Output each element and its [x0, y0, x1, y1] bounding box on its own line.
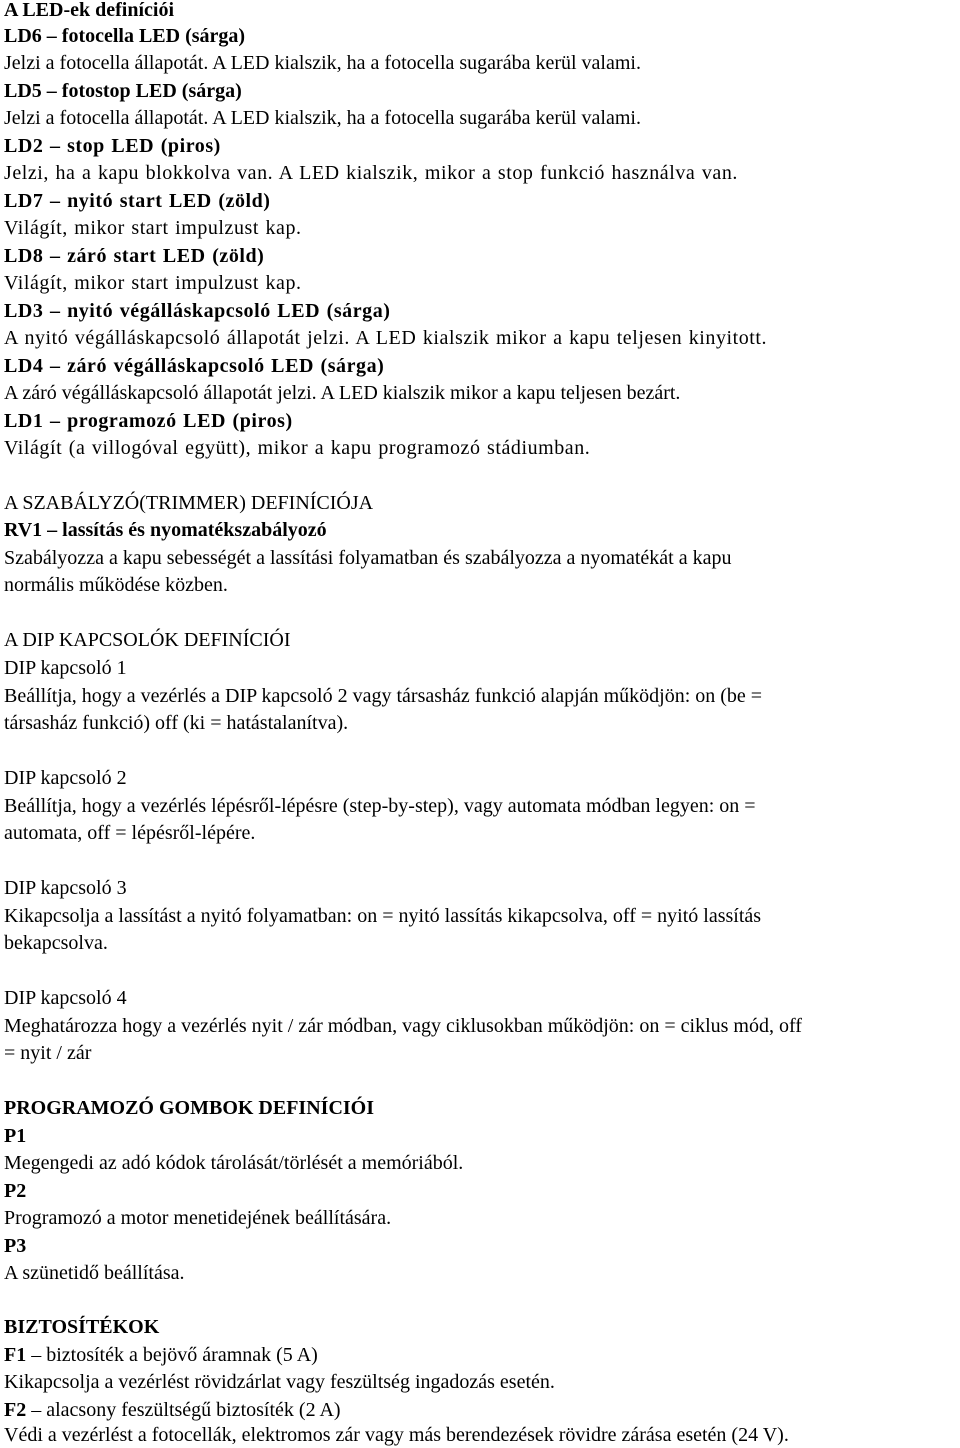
button-heading-p2: P2: [4, 1180, 27, 1202]
trimmer-heading-rv1: RV1 – lassítás és nyomatékszabályozó: [4, 519, 327, 541]
dip-text-4-line-1: Meghatározza hogy a vezérlés nyit / zár módban, vagy ciklusokban működjön: on = ciklus mód, off: [4, 1015, 802, 1037]
fuse-text-f2: Védi a vezérlést a fotocellák, elektromos zár vagy más berendezések rövidre zárása esetén (24 V).: [4, 1424, 789, 1446]
led-heading-ld7: LD7 – nyitó start LED (zöld): [4, 190, 271, 212]
button-text-p3: A szünetidő beállítása.: [4, 1262, 185, 1284]
fuse-heading-f2: [4, 1397, 341, 1423]
dip-text-2-line-1: Beállítja, hogy a vezérlés lépésről-lépésre (step-by-step), vagy automata módban legyen: on =: [4, 795, 756, 817]
led-text-ld1: Világít (a villogóval együtt), mikor a kapu programozó stádiumban.: [4, 437, 591, 459]
dip-text-4-line-2: = nyit / zár: [4, 1042, 92, 1064]
led-text-ld4: A záró végálláskapcsoló állapotát jelzi. A LED kialszik mikor a kapu teljesen bezárt.: [4, 382, 681, 404]
button-heading-p3: P3: [4, 1235, 27, 1257]
dip-heading-1: DIP kapcsoló 1: [4, 657, 127, 679]
fuse-label-f2: – alacsony feszültségű biztosíték (2 A): [26, 1399, 341, 1421]
fuse-label-f1: – biztosíték a bejövő áramnak (5 A): [26, 1344, 318, 1366]
dip-heading-2: DIP kapcsoló 2: [4, 767, 127, 789]
dip-text-3-line-1: Kikapcsolja a lassítást a nyitó folyamatban: on = nyitó lassítás kikapcsolva, off = nyitó lassítás: [4, 905, 762, 927]
fuse-heading-f1: [4, 1342, 318, 1368]
led-heading-ld8: LD8 – záró start LED (zöld): [4, 245, 265, 267]
led-heading-ld5: LD5 – fotostop LED (sárga): [4, 80, 242, 102]
fuse-code-f2: F2: [4, 1399, 27, 1421]
led-heading-ld6: LD6 – fotocella LED (sárga): [4, 25, 246, 47]
led-heading-ld2: LD2 – stop LED (piros): [4, 135, 221, 157]
led-heading-ld4: LD4 – záró végálláskapcsoló LED (sárga): [4, 355, 385, 377]
led-text-ld8: Világít, mikor start impulzust kap.: [4, 272, 302, 294]
button-heading-p1: P1: [4, 1125, 27, 1147]
led-heading-ld1: LD1 – programozó LED (piros): [4, 410, 293, 432]
button-text-p1: Megengedi az adó kódok tárolását/törlését a memóriából.: [4, 1152, 464, 1174]
trimmer-text-line-1: Szabályozza a kapu sebességét a lassítási folyamatban és szabályozza a nyomatékát a kapu: [4, 547, 732, 569]
dip-text-2-line-2: automata, off = lépésről-lépére.: [4, 822, 256, 844]
buttons-section-title: PROGRAMOZÓ GOMBOK DEFINÍCIÓI: [4, 1097, 375, 1119]
dip-section-title: A DIP KAPCSOLÓK DEFINÍCIÓI: [4, 629, 291, 651]
trimmer-section-title: A SZABÁLYZÓ(TRIMMER) DEFINÍCIÓJA: [4, 492, 374, 514]
led-heading-ld3: LD3 – nyitó végálláskapcsoló LED (sárga): [4, 300, 391, 322]
led-text-ld7: Világít, mikor start impulzust kap.: [4, 217, 302, 239]
led-text-ld6: Jelzi a fotocella állapotát. A LED kialszik, ha a fotocella sugarába kerül valami.: [4, 52, 641, 74]
dip-text-3-line-2: bekapcsolva.: [4, 932, 108, 954]
led-text-ld5: Jelzi a fotocella állapotát. A LED kialszik, ha a fotocella sugarába kerül valami.: [4, 107, 641, 129]
dip-heading-4: DIP kapcsoló 4: [4, 987, 127, 1009]
dip-heading-3: DIP kapcsoló 3: [4, 877, 127, 899]
button-text-p2: Programozó a motor menetidejének beállítására.: [4, 1207, 392, 1229]
led-text-ld2: Jelzi, ha a kapu blokkolva van. A LED kialszik, mikor a stop funkció használva van.: [4, 162, 738, 184]
led-section-title: A LED-ek definíciói: [4, 0, 175, 21]
dip-text-1-line-2: társasház funkció) off (ki = hatástalanítva).: [4, 712, 349, 734]
fuse-text-f1: Kikapcsolja a vezérlést rövidzárlat vagy feszültség ingadozás esetén.: [4, 1371, 555, 1393]
trimmer-text-line-2: normális működése közben.: [4, 574, 228, 596]
fuse-code-f1: F1: [4, 1344, 27, 1366]
fuse-section-title: BIZTOSÍTÉKOK: [4, 1316, 160, 1338]
led-text-ld3: A nyitó végálláskapcsoló állapotát jelzi. A LED kialszik mikor a kapu teljesen kinyitott.: [4, 327, 768, 349]
dip-text-1-line-1: Beállítja, hogy a vezérlés a DIP kapcsoló 2 vagy társasház funkció alapján működjön: on (be =: [4, 685, 763, 707]
